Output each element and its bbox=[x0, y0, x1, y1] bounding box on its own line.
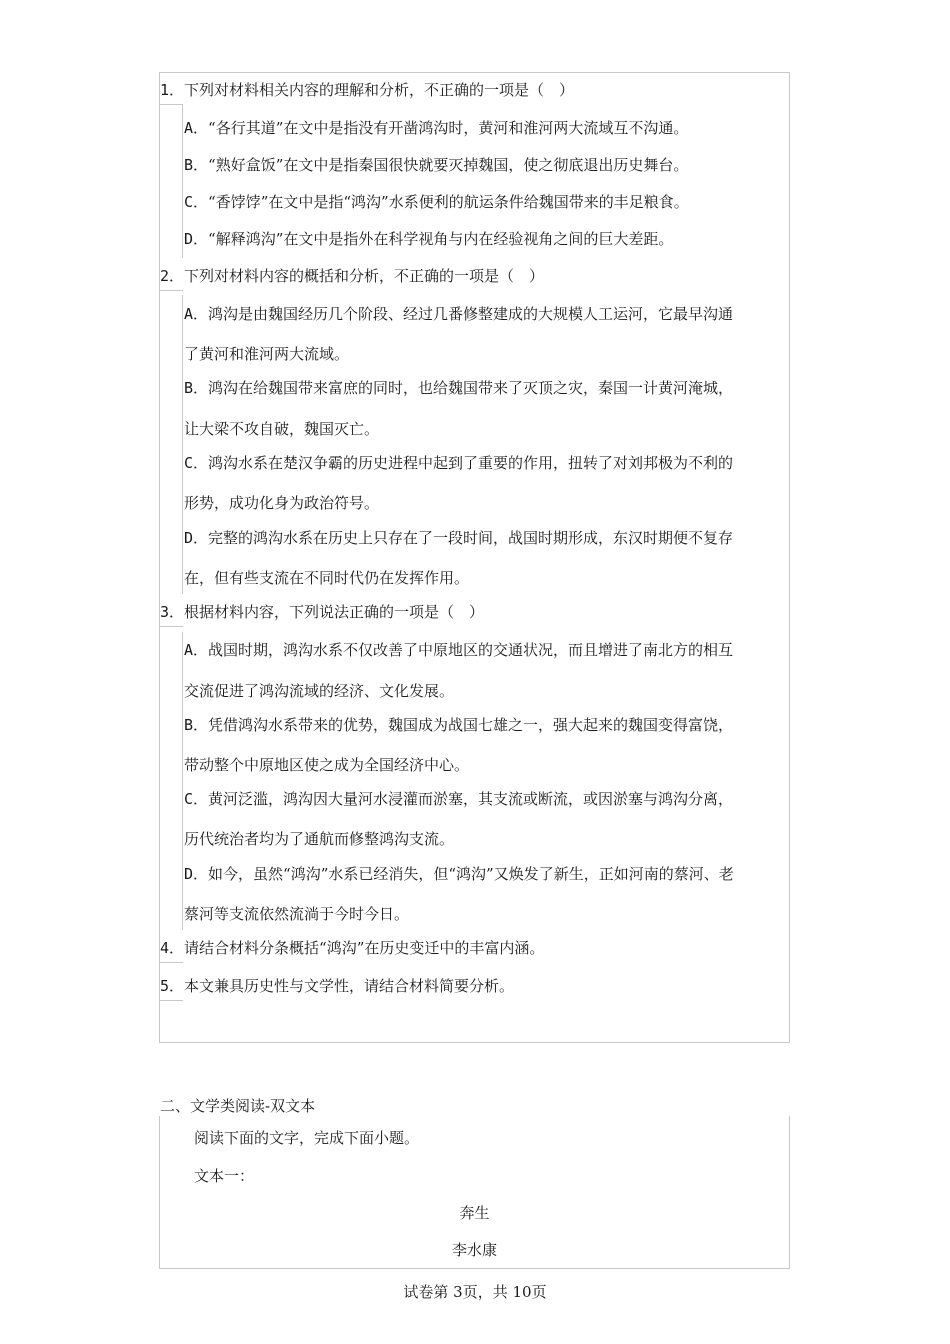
question-text: 根据材料内容，下列说法正确的一项是（ ） bbox=[184, 603, 485, 621]
question-3-option-b bbox=[184, 715, 733, 735]
option-label: C． bbox=[184, 193, 209, 211]
option-label: A． bbox=[184, 641, 209, 659]
options-divider bbox=[182, 295, 183, 594]
question-number: 5． bbox=[160, 977, 185, 995]
option-label: B． bbox=[184, 379, 209, 397]
options-divider bbox=[182, 104, 183, 258]
question-3-stem bbox=[160, 602, 484, 622]
option-text: “各行其道”在文中是指没有开凿鸿沟时，黄河和淮河两大流域互不沟通。 bbox=[208, 119, 689, 137]
option-text: 完整的鸿沟水系在历史上只存在了一段时间，战国时期形成，东汉时期便不复存 bbox=[208, 529, 734, 547]
option-text: 战国时期，鸿沟水系不仅改善了中原地区的交通状况，而且增进了南北方的相互 bbox=[208, 641, 734, 659]
question-1-option-b bbox=[184, 155, 688, 175]
option-text: 交流促进了鸿沟流域的经济、文化发展。 bbox=[184, 682, 455, 700]
question-number: 3． bbox=[160, 603, 185, 621]
question-number: 2． bbox=[160, 267, 185, 285]
row-divider bbox=[159, 626, 183, 627]
option-label: D． bbox=[184, 230, 209, 248]
option-label: B． bbox=[184, 156, 209, 174]
question-number: 4． bbox=[160, 939, 185, 957]
question-text: 本文兼具历史性与文学性，请结合材料简要分析。 bbox=[184, 977, 515, 995]
question-1-option-c bbox=[184, 192, 689, 212]
question-2-option-a bbox=[184, 304, 733, 324]
question-3-option-d-cont bbox=[184, 904, 409, 924]
question-text: 下列对材料相关内容的理解和分析，不正确的一项是（ ） bbox=[184, 81, 575, 99]
question-1-stem bbox=[160, 80, 574, 100]
question-1-option-d bbox=[184, 229, 673, 249]
option-text: 如今，虽然“鸿沟”水系已经消失，但“鸿沟”又焕发了新生，正如河南的蔡河、老 bbox=[208, 865, 734, 883]
option-text: 让大梁不攻自破，魏国灭亡。 bbox=[184, 420, 380, 438]
option-label: D． bbox=[184, 865, 209, 883]
question-2-option-b bbox=[184, 378, 733, 398]
option-label: B． bbox=[184, 716, 209, 734]
question-3-option-d bbox=[184, 864, 734, 884]
row-divider bbox=[159, 104, 183, 105]
section-heading: 二、文学类阅读-双文本 bbox=[160, 1097, 316, 1115]
option-text: 带动整个中原地区使之成为全国经济中心。 bbox=[184, 756, 470, 774]
question-2-option-c bbox=[184, 453, 733, 473]
option-text: “香饽饽”在文中是指“鸿沟”水系便利的航运条件给魏国带来的丰足粮食。 bbox=[208, 193, 689, 211]
row-divider bbox=[159, 1000, 183, 1001]
row-divider bbox=[159, 962, 183, 963]
option-text: “熟好盒饭”在文中是指秦国很快就要灭掉魏国，使之彻底退出历史舞台。 bbox=[208, 156, 689, 174]
question-4-stem bbox=[160, 938, 544, 958]
reading-instruction: 阅读下面的文字，完成下面小题。 bbox=[194, 1129, 420, 1147]
option-text: 在，但有些支流在不同时代仍在发挥作用。 bbox=[184, 569, 470, 587]
question-2-option-d bbox=[184, 528, 733, 548]
page-footer: 试卷第 3页，共 10页 bbox=[403, 1283, 547, 1301]
question-2-option-c-cont bbox=[184, 493, 379, 513]
question-3-option-a bbox=[184, 640, 733, 660]
article-title: 奔生 bbox=[459, 1204, 490, 1222]
option-text: 鸿沟在给魏国带来富庶的同时，也给魏国带来了灭顶之灾，秦国一计黄河淹城， bbox=[208, 379, 734, 397]
option-text: 形势，成功化身为政治符号。 bbox=[184, 494, 380, 512]
option-label: A． bbox=[184, 305, 209, 323]
option-text: 蔡河等支流依然流淌于今时今日。 bbox=[184, 905, 410, 923]
question-1-option-a bbox=[184, 118, 688, 138]
question-2-option-a-cont bbox=[184, 344, 349, 364]
option-text: 鸿沟水系在楚汉争霸的历史进程中起到了重要的作用，扭转了对刘邦极为不利的 bbox=[208, 454, 734, 472]
option-label: D． bbox=[184, 529, 209, 547]
article-author: 李水康 bbox=[451, 1241, 497, 1259]
question-2-option-d-cont bbox=[184, 568, 469, 588]
question-5-stem bbox=[160, 976, 514, 996]
row-divider bbox=[159, 290, 183, 291]
question-text: 下列对材料内容的概括和分析，不正确的一项是（ ） bbox=[184, 267, 545, 285]
question-2-stem bbox=[160, 266, 544, 286]
option-label: A． bbox=[184, 119, 209, 137]
question-3-option-c-cont bbox=[184, 829, 454, 849]
option-text: 历代统治者均为了通航而修整鸿沟支流。 bbox=[184, 830, 455, 848]
option-label: C． bbox=[184, 454, 209, 472]
option-text: 凭借鸿沟水系带来的优势，魏国成为战国七雄之一，强大起来的魏国变得富饶， bbox=[208, 716, 734, 734]
question-3-option-b-cont bbox=[184, 755, 469, 775]
question-3-option-c bbox=[184, 789, 733, 809]
option-text: 鸿沟是由魏国经历几个阶段、经过几番修整建成的大规模人工运河，它最早沟通 bbox=[208, 305, 734, 323]
option-label: C． bbox=[184, 790, 209, 808]
question-2-option-b-cont bbox=[184, 419, 379, 439]
question-text: 请结合材料分条概括“鸿沟”在历史变迁中的丰富内涵。 bbox=[184, 939, 545, 957]
option-text: “解释鸿沟”在文中是指外在科学视角与内在经验视角之间的巨大差距。 bbox=[208, 230, 674, 248]
questions-frame bbox=[159, 72, 790, 1043]
options-divider bbox=[182, 632, 183, 930]
question-number: 1． bbox=[160, 81, 185, 99]
option-text: 黄河泛滥，鸿沟因大量河水浸灌而淤塞，其支流或断流，或因淤塞与鸿沟分离， bbox=[208, 790, 734, 808]
option-text: 了黄河和淮河两大流域。 bbox=[184, 345, 350, 363]
question-3-option-a-cont bbox=[184, 681, 454, 701]
text-label: 文本一： bbox=[194, 1167, 255, 1185]
